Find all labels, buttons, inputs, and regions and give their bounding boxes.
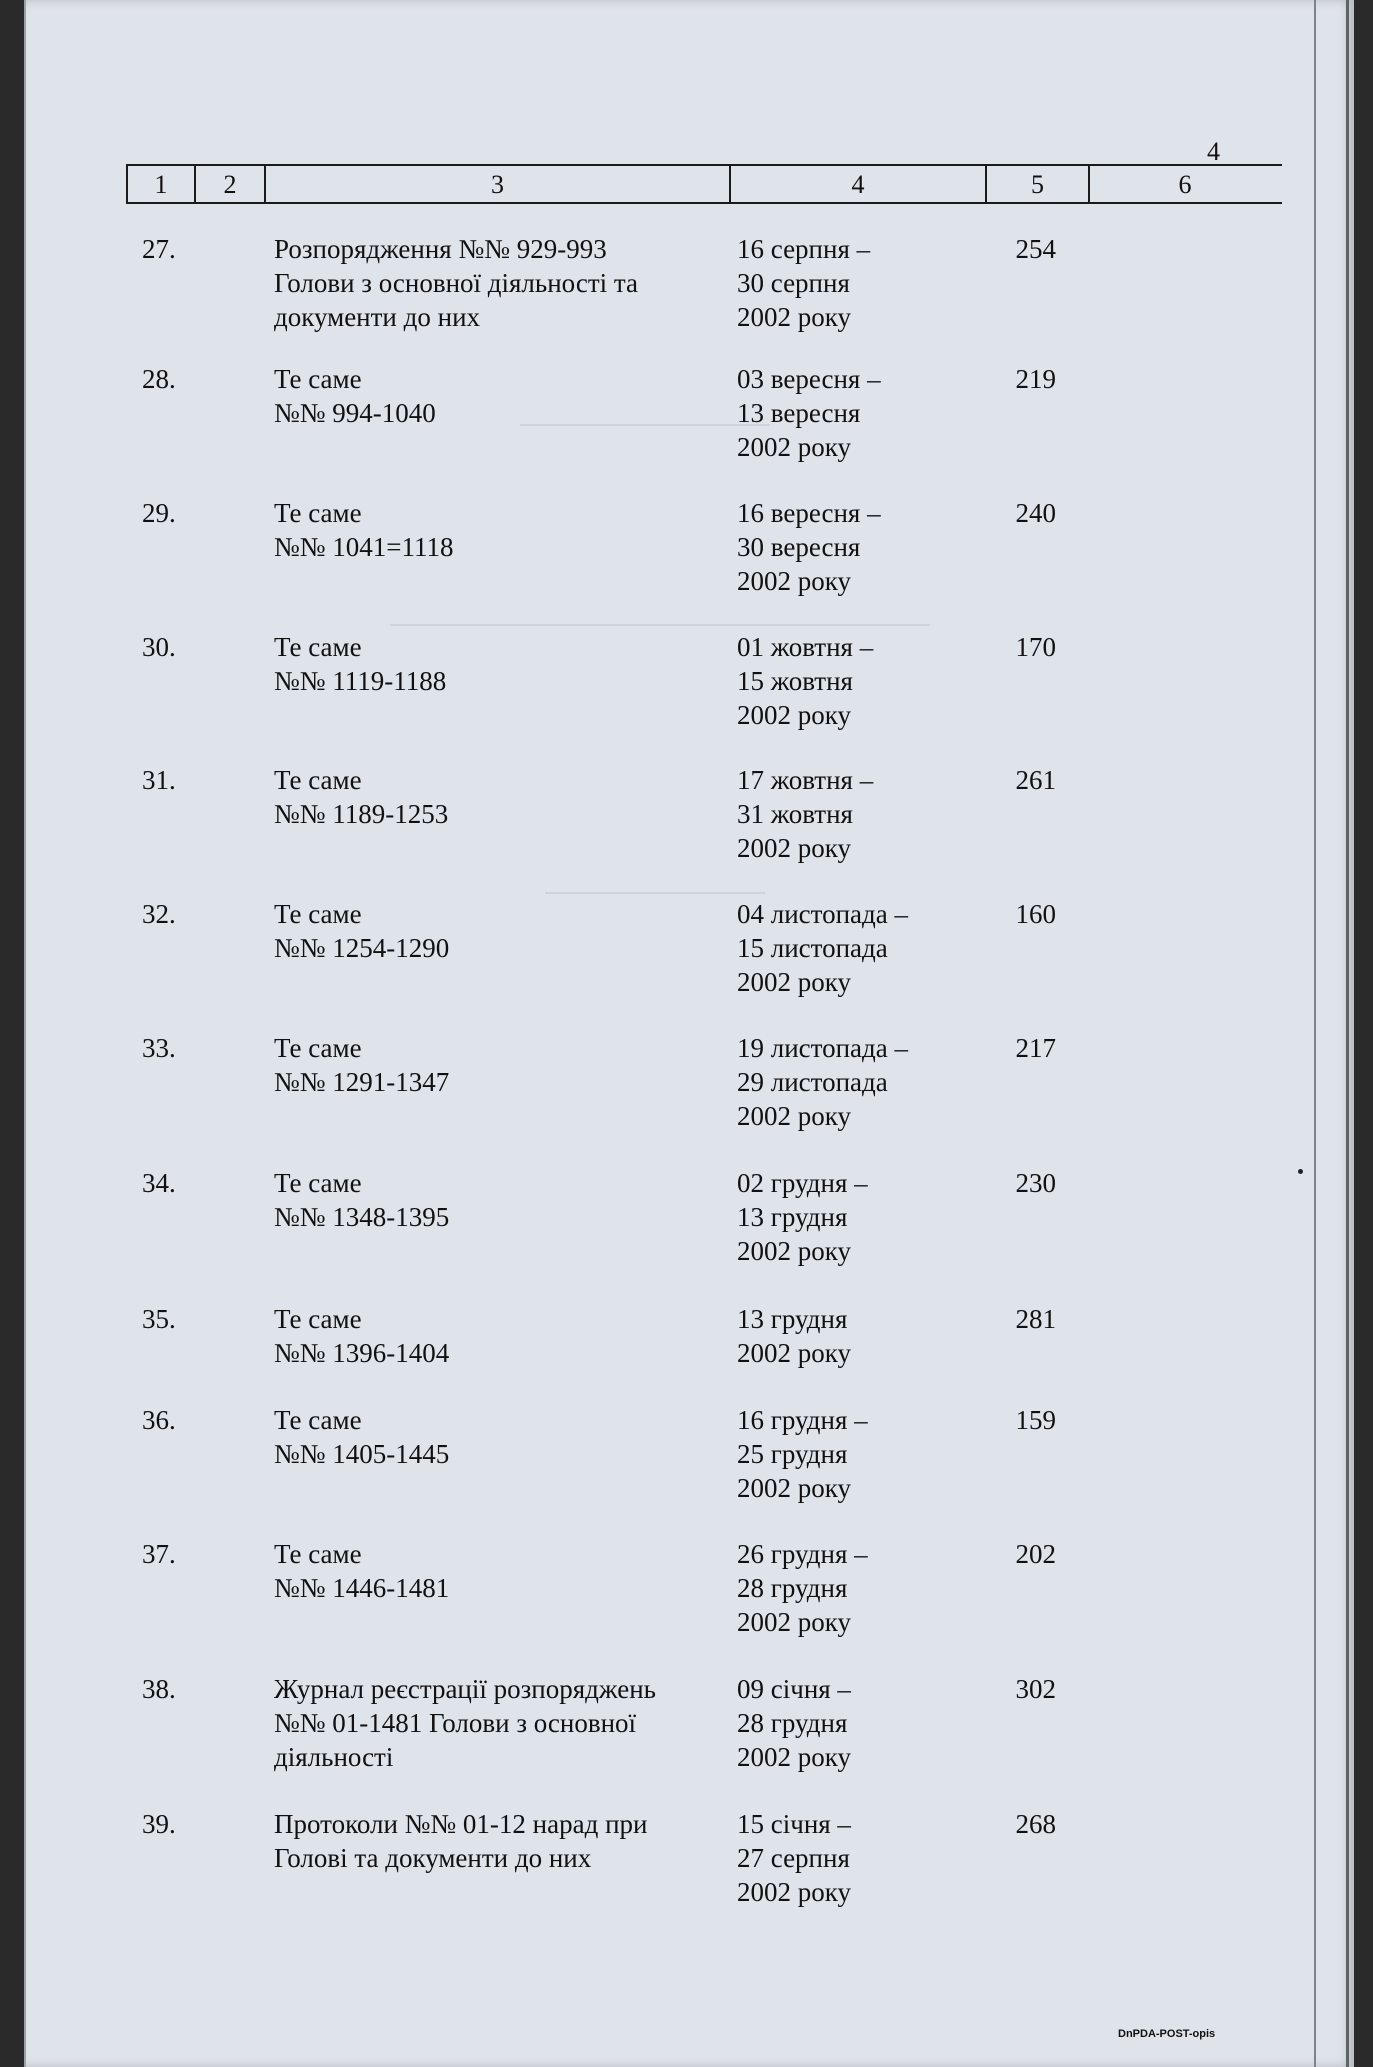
column-header-1: 1	[128, 166, 196, 202]
row-number: 32.	[142, 899, 176, 929]
column-header-4: 4	[731, 166, 987, 202]
row-title: Те саме №№ 994-1040	[274, 364, 436, 428]
column-header-row	[126, 164, 1282, 204]
row-number: 31.	[142, 765, 176, 795]
column-header-5: 5	[987, 166, 1090, 202]
row-number: 36.	[142, 1405, 176, 1435]
row-dates: 16 серпня – 30 серпня 2002 року	[737, 234, 871, 332]
column-header-3: 3	[266, 166, 731, 202]
row-title: Розпорядження №№ 929-993 Голови з основної діяльності та документи до них	[274, 234, 638, 332]
row-title: Те саме №№ 1254-1290	[274, 899, 450, 963]
row-title: Те саме №№ 1291-1347	[274, 1033, 450, 1097]
row-title: Протоколи №№ 01-12 нарад при Голові та документи до них	[274, 1809, 648, 1873]
column-header-6: 6	[1178, 170, 1192, 199]
row-title: Журнал реєстрації розпоряджень №№ 01-1481 Голови з основної діяльності	[274, 1674, 656, 1772]
row-number: 28.	[142, 364, 176, 394]
row-sheet-count: 159	[1015, 1405, 1056, 1435]
page-left-edge	[24, 0, 26, 2067]
row-number: 30.	[142, 632, 176, 662]
page-number: 4	[1207, 137, 1220, 166]
row-sheet-count: 202	[1015, 1539, 1056, 1569]
column-header-2: 2	[196, 166, 266, 202]
row-number: 37.	[142, 1539, 176, 1569]
row-dates: 16 вересня – 30 вересня 2002 року	[737, 498, 881, 596]
row-number: 29.	[142, 498, 176, 528]
row-sheet-count: 230	[1015, 1168, 1056, 1198]
row-sheet-count: 240	[1015, 498, 1056, 528]
row-sheet-count: 160	[1015, 899, 1056, 929]
row-sheet-count: 217	[1015, 1033, 1056, 1063]
ink-speck	[1298, 1169, 1303, 1174]
row-sheet-count: 219	[1015, 364, 1056, 394]
row-dates: 19 листопада – 29 листопада 2002 року	[737, 1033, 909, 1131]
bleed-through-heading	[390, 598, 930, 626]
row-title: Те саме №№ 1119-1188	[274, 632, 447, 696]
row-dates: 03 вересня – 13 вересня 2002 року	[737, 364, 881, 462]
row-dates: 02 грудня – 13 грудня 2002 року	[737, 1168, 868, 1266]
row-title: Те саме №№ 1446-1481	[274, 1539, 450, 1603]
row-number: 35.	[142, 1304, 176, 1334]
bleed-through-heading	[545, 866, 765, 894]
row-title: Те саме №№ 1396-1404	[274, 1304, 450, 1368]
row-dates: 13 грудня 2002 року	[737, 1304, 851, 1368]
row-title: Те саме №№ 1041=1118	[274, 498, 454, 562]
row-sheet-count: 261	[1015, 765, 1056, 795]
row-sheet-count: 254	[1015, 234, 1056, 264]
row-title: Те саме №№ 1189-1253	[274, 765, 449, 829]
row-dates: 15 січня – 27 серпня 2002 року	[737, 1809, 851, 1907]
row-number: 39.	[142, 1809, 176, 1839]
row-dates: 26 грудня – 28 грудня 2002 року	[737, 1539, 868, 1637]
page-right-edge	[1314, 0, 1316, 2067]
row-title: Те саме №№ 1405-1445	[274, 1405, 450, 1469]
row-dates: 17 жовтня – 31 жовтня 2002 року	[737, 765, 874, 863]
row-number: 34.	[142, 1168, 176, 1198]
row-sheet-count: 302	[1015, 1674, 1056, 1704]
archive-code: DnPDA-POST-opis	[1118, 2028, 1216, 2040]
row-sheet-count: 170	[1015, 632, 1056, 662]
row-dates: 01 жовтня – 15 жовтня 2002 року	[737, 632, 874, 730]
row-dates: 16 грудня – 25 грудня 2002 року	[737, 1405, 868, 1503]
row-title: Те саме №№ 1348-1395	[274, 1168, 450, 1232]
binder-edge	[1346, 0, 1349, 2067]
row-sheet-count: 281	[1015, 1304, 1056, 1334]
row-dates: 04 листопада – 15 листопада 2002 року	[737, 899, 909, 997]
row-dates: 09 січня – 28 грудня 2002 року	[737, 1674, 851, 1772]
row-number: 27.	[142, 234, 176, 264]
row-number: 33.	[142, 1033, 176, 1063]
row-sheet-count: 268	[1015, 1809, 1056, 1839]
row-number: 38.	[142, 1674, 176, 1704]
